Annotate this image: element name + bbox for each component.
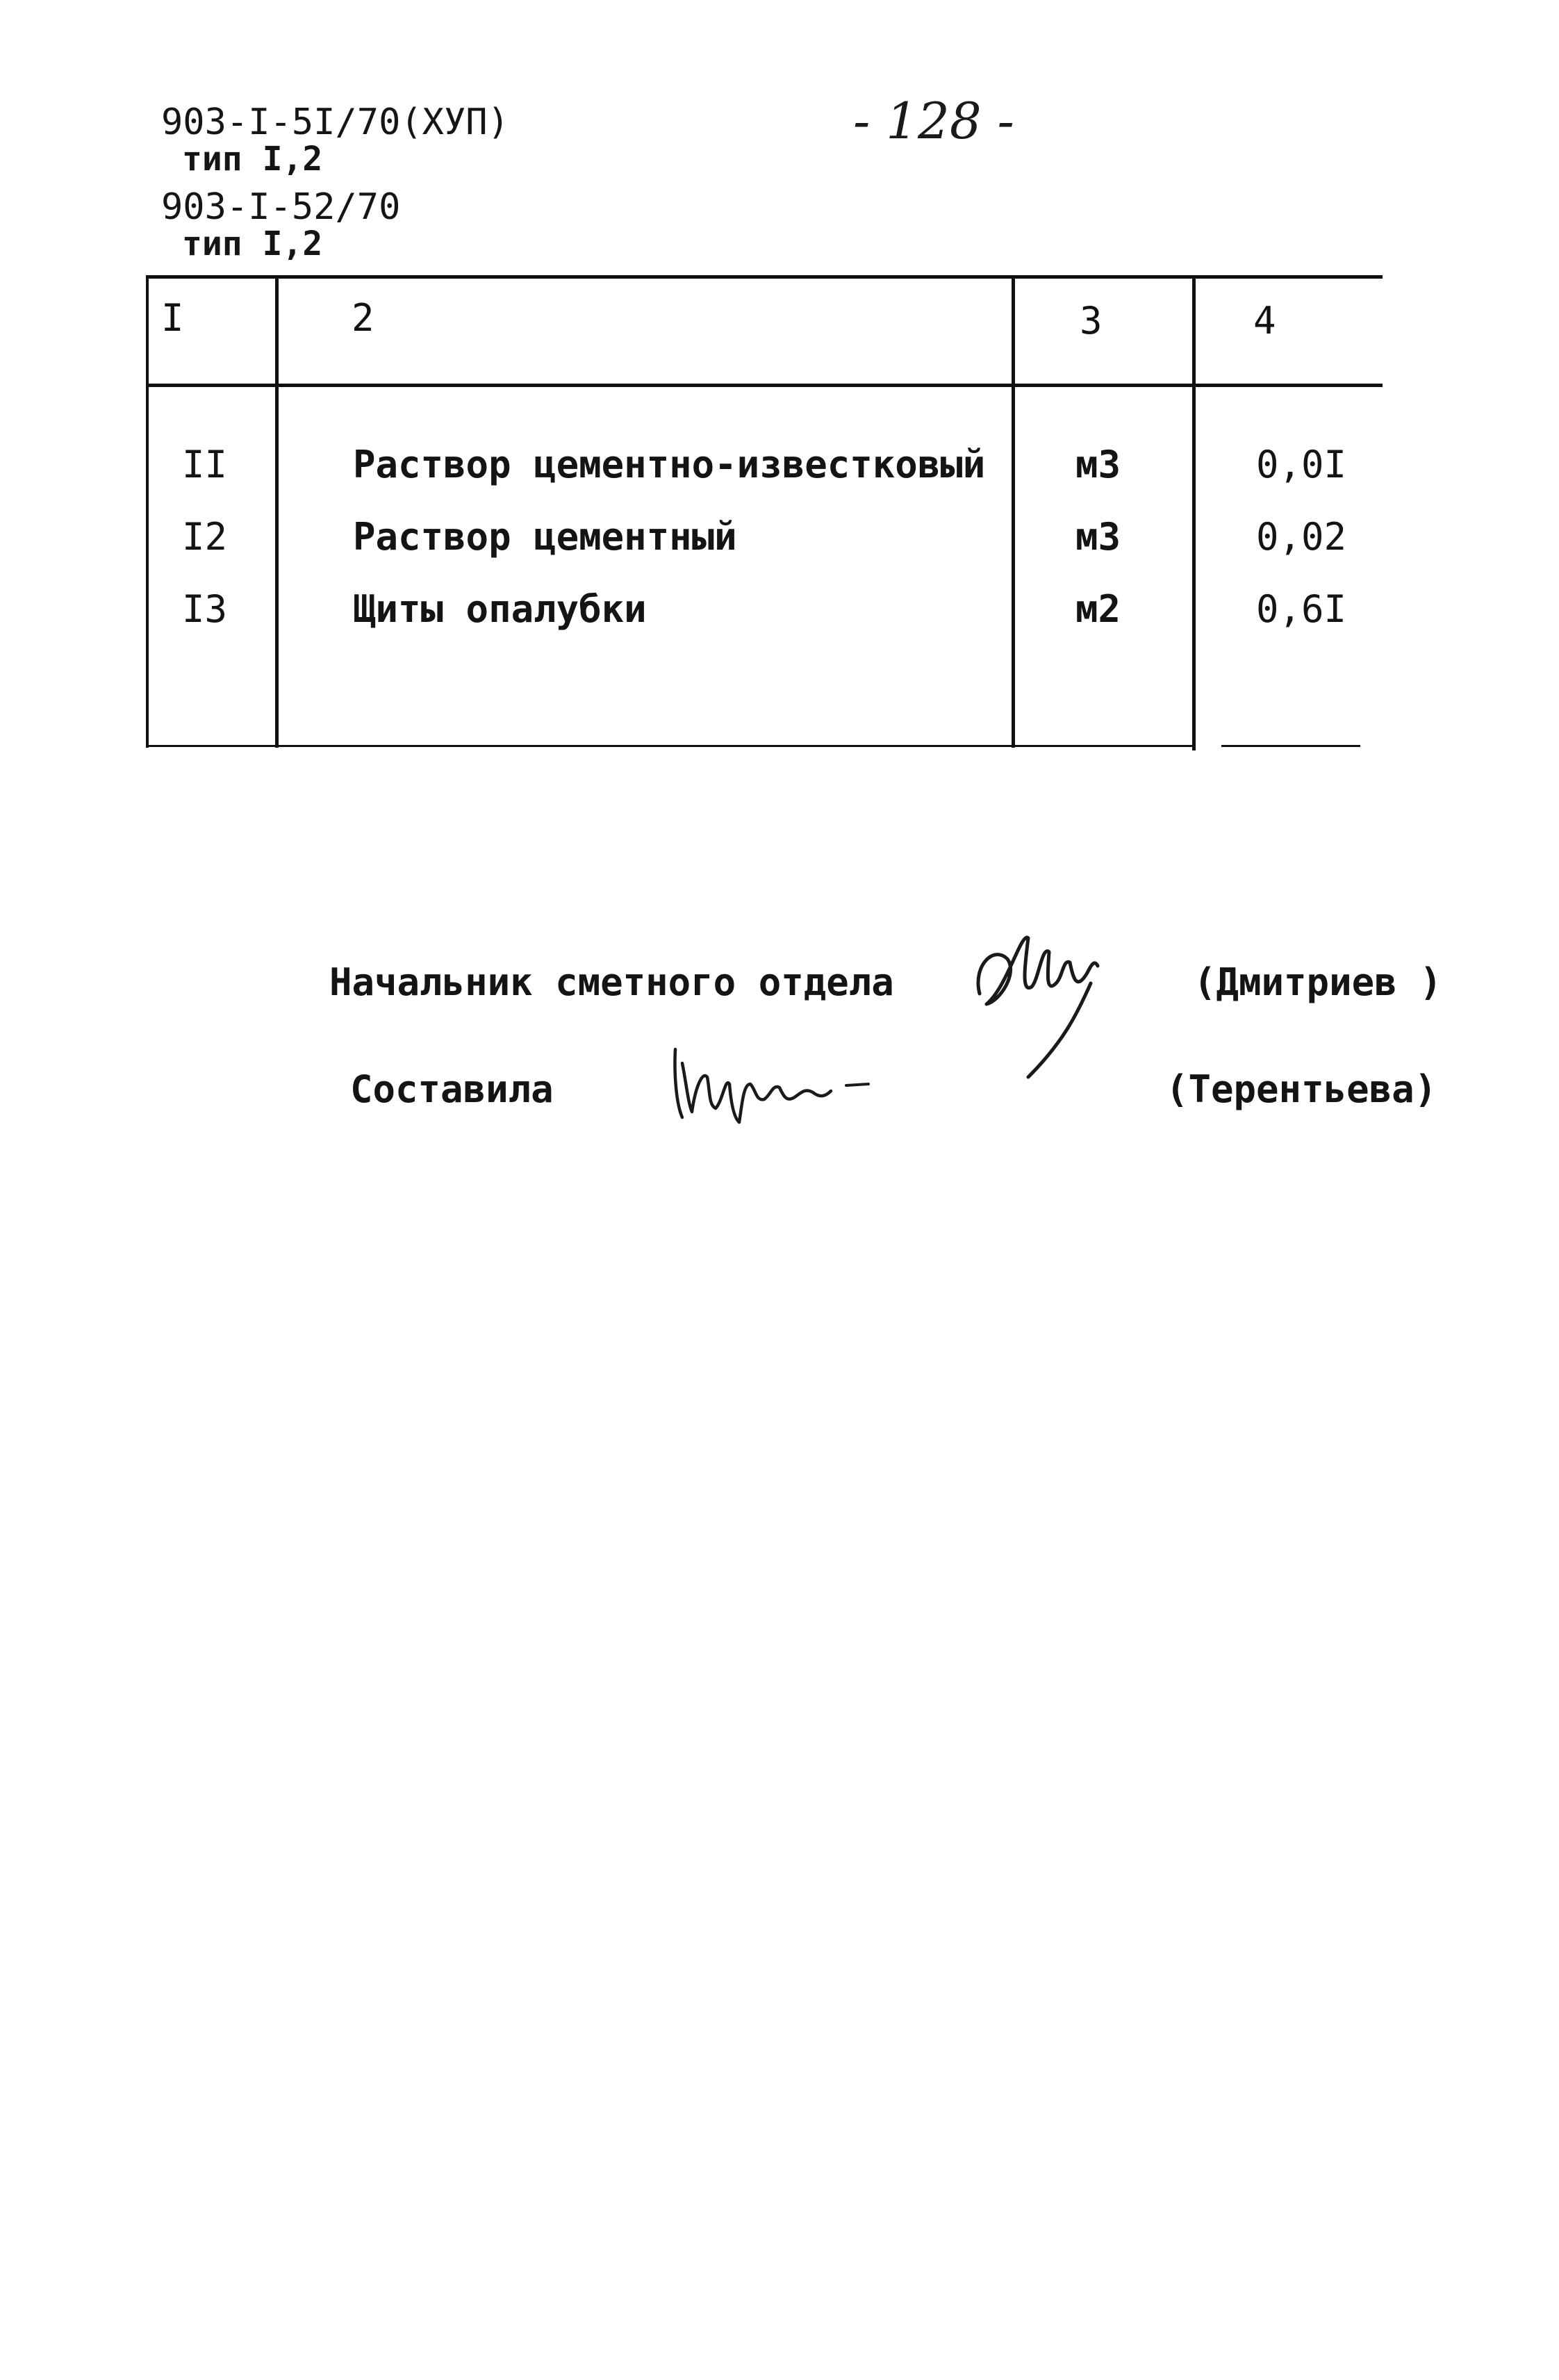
table-row-1-unit: м3 [1075,443,1121,486]
column-header-4: 4 [1253,299,1276,343]
compiler-title: Составила [350,1067,554,1111]
table-bottom-border [146,745,1195,747]
table-left-border [146,275,149,748]
head-name: (Дмитриев ) [1194,960,1442,1004]
table-row-2-name: Раствор цементный [353,515,737,559]
column-header-1: I [161,296,184,340]
table-col-divider-1 [275,275,279,748]
column-header-3: 3 [1080,299,1103,343]
compiler-name: (Терентьева) [1166,1067,1437,1111]
head-signature [959,917,1125,1084]
table-bottom-border-right [1221,745,1360,747]
head-of-department-title: Начальник сметного отдела [329,960,894,1004]
table-row-3-qty: 0,6I [1256,587,1347,631]
table-header-divider [146,384,1383,387]
table-col-divider-2 [1012,275,1015,748]
table-row-2-unit: м3 [1075,515,1121,559]
table-row-1-number: II [182,443,228,486]
document-code-1: 903-I-5I/70(ХУП) [161,101,509,143]
table-top-border [146,275,1383,279]
table-row-3-unit: м2 [1075,587,1121,631]
column-header-2: 2 [352,296,374,340]
document-type-2: тип I,2 [182,224,323,263]
document-code-2: 903-I-52/70 [161,186,401,228]
compiler-signature [667,1035,889,1126]
table-row-3-number: I3 [182,587,228,631]
table-row-2-qty: 0,02 [1256,515,1347,559]
table-row-1-qty: 0,0I [1256,443,1347,486]
page-number: - 128 - [853,92,1014,150]
table-row-3-name: Щиты опалубки [353,587,647,631]
table-col-divider-3 [1192,275,1196,750]
document-type-1: тип I,2 [182,140,323,179]
table-row-2-number: I2 [182,515,228,559]
table-row-1-name: Раствор цементно-известковый [353,443,986,486]
materials-table [146,275,1383,748]
